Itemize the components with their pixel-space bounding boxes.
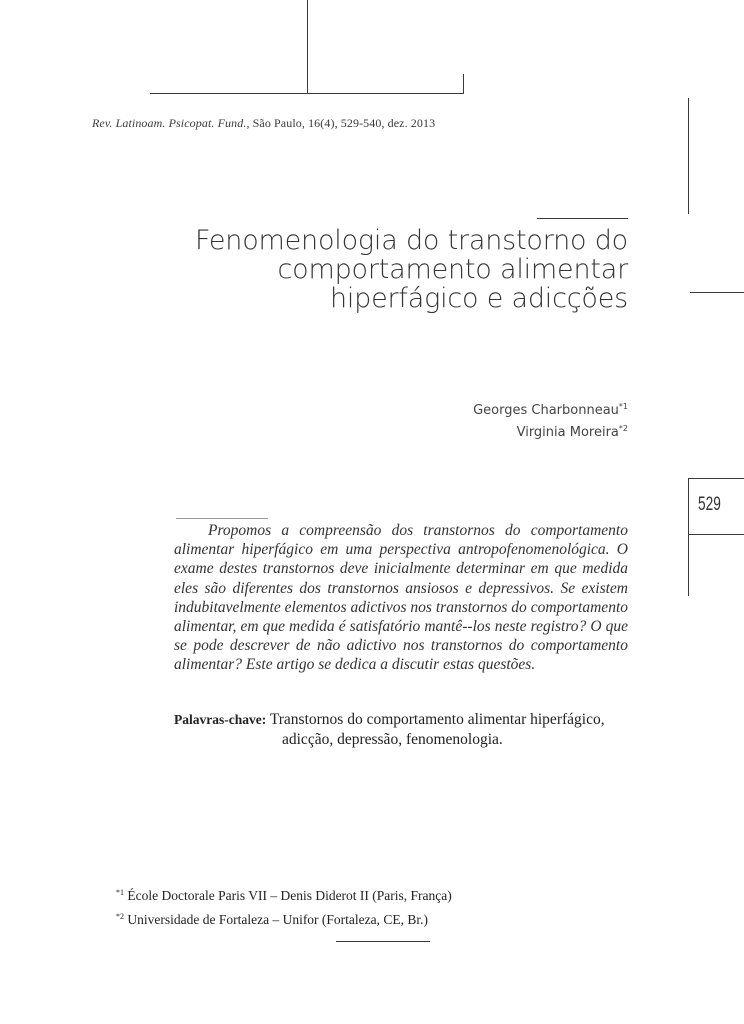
title-top-rule bbox=[537, 218, 628, 219]
abstract-text: Propomos a compreensão dos transtornos do comportamento alimentar hiperfágico em uma perspectiva antropofenomenológica. O exame destes transtornos deve inicialmente determinar em que medida eles são diferentes dos transtornos ansiosos e depressivos. Se existem indubitavelmente elementos adictivos nos transtornos do comportamento alimentar, em que medida é satisfatório mantê--los neste registro? O que se pode descrever de não adictivo nos transtornos do comportamento alimentar? Este artigo se dedica a discutir estas questões. bbox=[174, 522, 628, 674]
keywords bbox=[174, 710, 634, 749]
author-list bbox=[473, 398, 628, 442]
footnote-bottom-rule bbox=[336, 941, 430, 942]
title-line-1: Fenomenologia do transtorno do bbox=[195, 225, 628, 256]
author-1-name: Georges Charbonneau bbox=[473, 403, 619, 418]
page-number-box-left bbox=[688, 478, 689, 596]
journal-name: Rev. Latinoam. Psicopat. Fund. bbox=[92, 116, 247, 130]
author-1 bbox=[473, 398, 628, 420]
page-number-box-divider bbox=[688, 534, 744, 535]
keywords-line-2: adicção, depressão, fenomenologia. bbox=[282, 730, 503, 748]
author-1-mark: *1 bbox=[618, 402, 628, 411]
citation-details: , São Paulo, 16(4), 529-540, dez. 2013 bbox=[246, 116, 436, 130]
footnote-2-text: Universidade de Fortaleza – Unifor (Fortaleza, CE, Br.) bbox=[124, 912, 429, 927]
abstract-top-rule bbox=[176, 518, 268, 519]
margin-tick-right bbox=[690, 292, 744, 293]
keywords-line-1: Transtornos do comportamento alimentar hiperfágico, bbox=[266, 711, 605, 728]
footnote-2-mark: *2 bbox=[116, 912, 124, 921]
crop-mark-top-right-tick bbox=[463, 74, 464, 94]
margin-rule-right-upper bbox=[688, 98, 689, 214]
footnote-2 bbox=[116, 912, 428, 928]
author-2-name: Virginia Moreira bbox=[516, 425, 619, 440]
keywords-label: Palavras-chave: bbox=[174, 712, 267, 727]
author-2-mark: *2 bbox=[618, 424, 628, 433]
author-2 bbox=[473, 420, 628, 442]
footnote-1 bbox=[116, 888, 452, 904]
page-number-box-top bbox=[688, 478, 744, 479]
article-title bbox=[195, 226, 628, 313]
footnote-1-text: École Doctorale Paris VII – Denis Diderot II (Paris, França) bbox=[124, 888, 452, 903]
crop-mark-top-vertical bbox=[307, 0, 308, 93]
title-line-2: comportamento alimentar bbox=[277, 254, 628, 285]
journal-citation bbox=[92, 116, 435, 131]
footnote-1-mark: *1 bbox=[116, 888, 124, 897]
page-number: 529 bbox=[698, 494, 721, 515]
crop-mark-top-horizontal bbox=[150, 93, 464, 94]
abstract bbox=[174, 521, 628, 675]
title-line-3: hiperfágico e adicções bbox=[329, 283, 628, 314]
